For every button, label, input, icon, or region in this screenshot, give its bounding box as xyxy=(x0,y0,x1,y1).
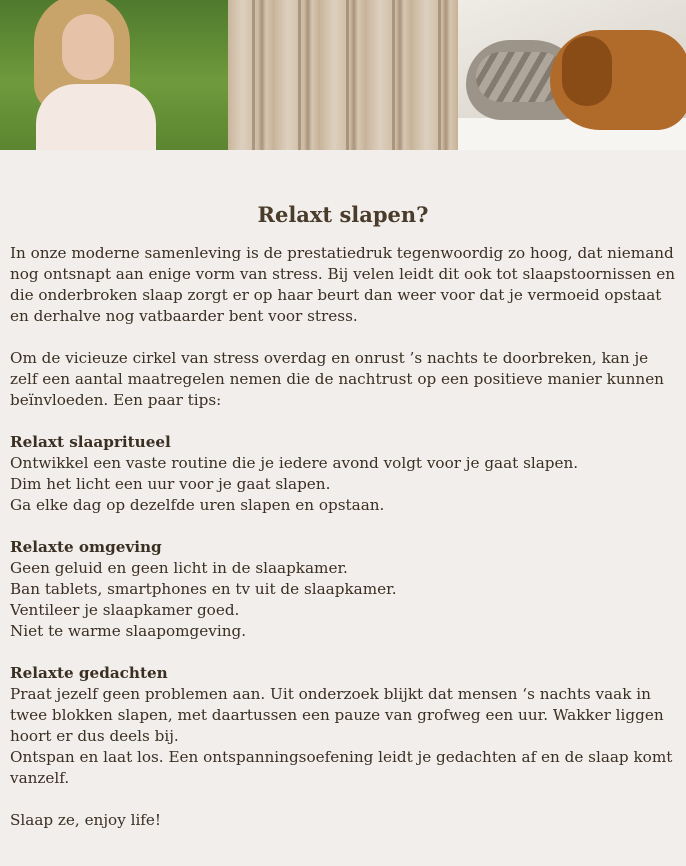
dog-ear-shape xyxy=(562,36,612,106)
woman-blouse-shape xyxy=(36,84,156,150)
tip-line: Ventileer je slaapkamer goed. xyxy=(10,601,240,619)
woman-face-shape xyxy=(62,14,114,80)
tip-line: Niet te warme slaapomgeving. xyxy=(10,622,247,640)
wood-planks-photo xyxy=(228,0,458,150)
tip-line: Ban tablets, smartphones en tv uit de slaapkamer. xyxy=(10,580,397,598)
plank-seam xyxy=(298,0,301,150)
pets-photo xyxy=(458,0,686,150)
article xyxy=(0,202,686,831)
section-title: Relaxte omgeving xyxy=(10,538,162,556)
section-title: Relaxt slaapritueel xyxy=(10,433,171,451)
plank-seam xyxy=(346,0,349,150)
intro-paragraph-2: Om de vicieuze cirkel van stress overdag en onrust ’s nachts te doorbreken, kan je zelf een aantal maatregelen nemen die de nachtrust op een positieve manier kunnen beïnvloeden. Een paar tips: xyxy=(10,349,664,409)
section-slaapritueel xyxy=(10,432,676,516)
header-image-strip xyxy=(0,0,686,150)
tip-line: Geen geluid en geen licht in de slaapkamer. xyxy=(10,559,348,577)
plank-seam xyxy=(438,0,441,150)
article-title: Relaxt slapen? xyxy=(257,202,429,227)
closing-line: Slaap ze, enjoy life! xyxy=(10,811,162,829)
plank-seam xyxy=(392,0,395,150)
intro-paragraph: In onze moderne samenleving is de prestatiedruk tegenwoordig zo hoog, dat niemand nog ontsnapt aan enige vorm van stress. Bij velen leidt dit ook tot slaapstoornissen en die onderbroken slaap zorgt er op haar beurt dan weer voor dat je vermoeid opstaat en derhalve nog vatbaarder bent voor stress. xyxy=(10,244,675,325)
plank-seam xyxy=(252,0,255,150)
tip-line: Praat jezelf geen problemen aan. Uit onderzoek blijkt dat mensen ‘s nachts vaak in twee blokken slapen, met daartussen een pauze van grofweg een uur. Wakker liggen hoort er dus deels bij. xyxy=(10,685,664,745)
tip-line: Dim het licht een uur voor je gaat slapen. xyxy=(10,475,331,493)
section-title: Relaxte gedachten xyxy=(10,664,168,682)
tip-line: Ontwikkel een vaste routine die je iedere avond volgt voor je gaat slapen. xyxy=(10,454,579,472)
tip-line: Ga elke dag op dezelfde uren slapen en opstaan. xyxy=(10,496,385,514)
section-omgeving xyxy=(10,537,676,642)
tip-line: Ontspan en laat los. Een ontspanningsoefening leidt je gedachten af en de slaap komt vanzelf. xyxy=(10,748,673,787)
section-gedachten xyxy=(10,663,676,789)
woman-photo xyxy=(0,0,228,150)
